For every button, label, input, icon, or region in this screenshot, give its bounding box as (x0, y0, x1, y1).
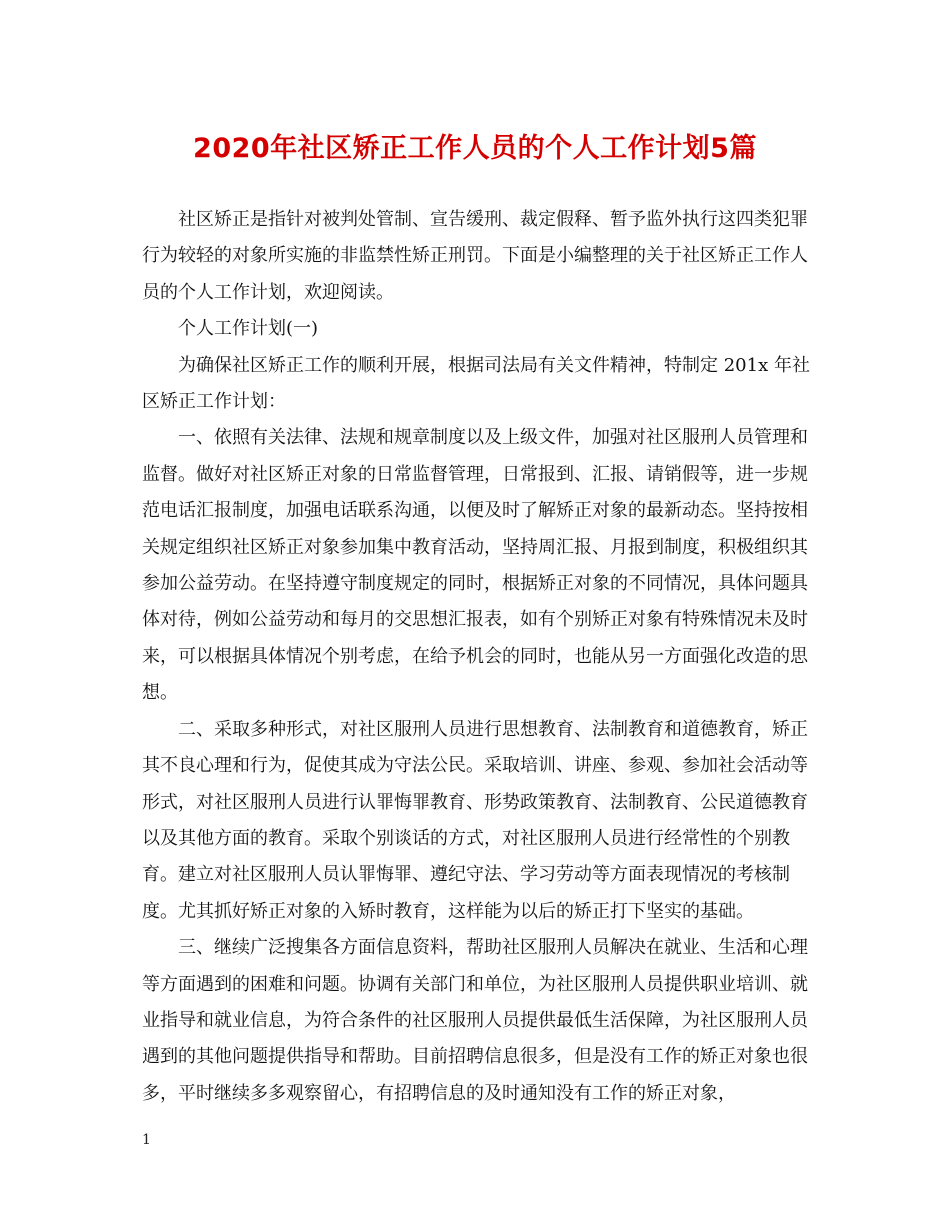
paragraph-intro: 社区矫正是指针对被判处管制、宣告缓刑、裁定假释、暂予监外执行这四类犯罪行为较轻的对象所实施的非监禁性矫正刑罚。下面是小编整理的关于社区矫正工作人员的个人工作计划，欢迎阅读。 (142, 209, 808, 303)
paragraph-item-3: 三、继续广泛搜集各方面信息资料，帮助社区服刑人员解决在就业、生活和心理等方面遇到的困难和问题。协调有关部门和单位，为社区服刑人员提供职业培训、就业指导和就业信息，为符合条件的社区服刑人员提供最低生活保障，为社区服刑人员遇到的其他问题提供指导和帮助。目前招聘信息很多，但是没有工作的矫正对象也很多，平时继续多多观察留心，有招聘信息的及时通知没有工作的矫正对象， (142, 937, 808, 1104)
document-body (142, 202, 812, 1112)
paragraph-item-1: 一、依照有关法律、法规和规章制度以及上级文件，加强对社区服刑人员管理和监督。做好对社区矫正对象的日常监督管理，日常报到、汇报、请销假等，进一步规范电话汇报制度，加强电话联系沟通，以便及时了解矫正对象的最新动态。坚持按相关规定组织社区矫正对象参加集中教育活动，坚持周汇报、月报到制度，积极组织其参加公益劳动。在坚持遵守制度规定的同时，根据矫正对象的不同情况，具体问题具体对待，例如公益劳动和每月的交思想汇报表，如有个别矫正对象有特殊情况未及时来，可以根据具体情况个别考虑，在给予机会的同时，也能从另一方面强化改造的思想。 (142, 427, 808, 704)
document-title: 2020年社区矫正工作人员的个人工作计划5篇 (193, 133, 757, 164)
paragraph-item-2: 二、采取多种形式，对社区服刑人员进行思想教育、法制教育和道德教育，矫正其不良心理和行为，促使其成为守法公民。采取培训、讲座、参观、参加社会活动等形式，对社区服刑人员进行认罪悔罪教育、形势政策教育、法制教育、公民道德教育以及其他方面的教育。采取个别谈话的方式，对社区服刑人员进行经常性的个别教育。建立对社区服刑人员认罪悔罪、遵纪守法、学习劳动等方面表现情况的考核制度。尤其抓好矫正对象的入矫时教育，这样能为以后的矫正打下坚实的基础。 (142, 718, 808, 922)
page-number: 1 (142, 1132, 151, 1148)
section-heading: 个人工作计划(一) (178, 318, 319, 340)
paragraph-preface: 为确保社区矫正工作的顺利开展，根据司法局有关文件精神，特制定 201x 年社区矫正工作计划： (142, 354, 810, 413)
